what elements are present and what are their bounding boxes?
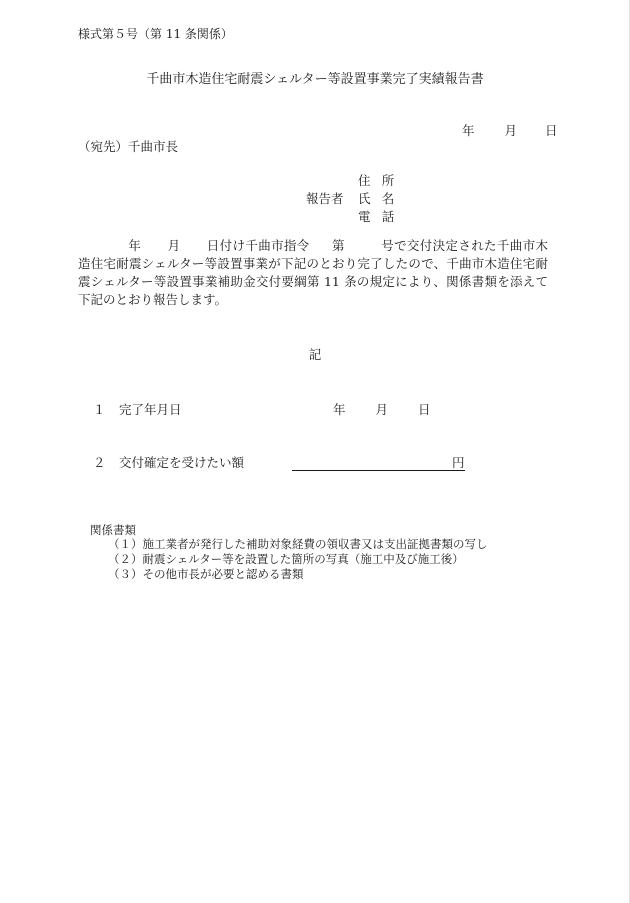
reporter-address-label: 住所 [358, 173, 406, 188]
report-body [78, 237, 548, 309]
body-day-text: 日付け千曲市指令 [206, 238, 310, 253]
submission-date [462, 121, 558, 139]
amount-field [292, 453, 465, 471]
item-completion-date [93, 400, 182, 418]
item1-number: １ [93, 402, 106, 417]
item2-number: ２ [93, 455, 106, 470]
addressee: （宛先）千曲市長 [78, 139, 179, 154]
document-title: 千曲市木造住宅耐震シェルター等設置事業完了実績報告書 [146, 72, 484, 87]
date-year-label: 年 [462, 123, 475, 138]
amount-unit: 円 [452, 455, 465, 470]
item1-day-label: 日 [418, 402, 431, 417]
date-day-label: 日 [545, 123, 558, 138]
item1-month-label: 月 [375, 402, 389, 417]
reporter-name-label: 氏名 [358, 191, 406, 206]
body-dai-label: 第 [331, 238, 345, 253]
reporter-block [306, 172, 418, 226]
item-grant-amount [93, 453, 244, 471]
form-number: 様式第５号（第 11 条関係） [78, 27, 233, 41]
reporter-phone-label: 電話 [358, 209, 406, 224]
item1-label: 完了年月日 [119, 402, 182, 417]
document-item: （３）その他市長が必要と認める書類 [108, 567, 304, 581]
body-month-label: 月 [167, 238, 181, 253]
item2-label: 交付確定を受けたい額 [119, 455, 245, 470]
date-month-label: 月 [504, 123, 518, 138]
related-documents-title: 関係書類 [90, 523, 136, 537]
body-year-label: 年 [128, 238, 142, 253]
amount-blank-line [292, 456, 452, 471]
body-main-text: 号で交付決定された千曲市木造住宅耐震シェルター等設置事業が下記のとおり完了したので、千曲市木造住宅耐震シェルター等設置事業補助金交付要綱第 11 条の規定により、関係書類を添えて下記のとおり報告します。 [78, 238, 548, 307]
document-item: （２）耐震シェルター等を設置した箇所の写真（施工中及び施工後） [108, 552, 464, 566]
item1-date-fields [333, 400, 431, 418]
item1-year-label: 年 [333, 402, 346, 417]
related-documents-list [108, 537, 488, 582]
reporter-label: 報告者 [306, 191, 344, 206]
document-item: （１）施工業者が発行した補助対象経費の領収書又は支出証拠書類の写し [108, 537, 488, 551]
ki-heading: 記 [308, 347, 322, 362]
